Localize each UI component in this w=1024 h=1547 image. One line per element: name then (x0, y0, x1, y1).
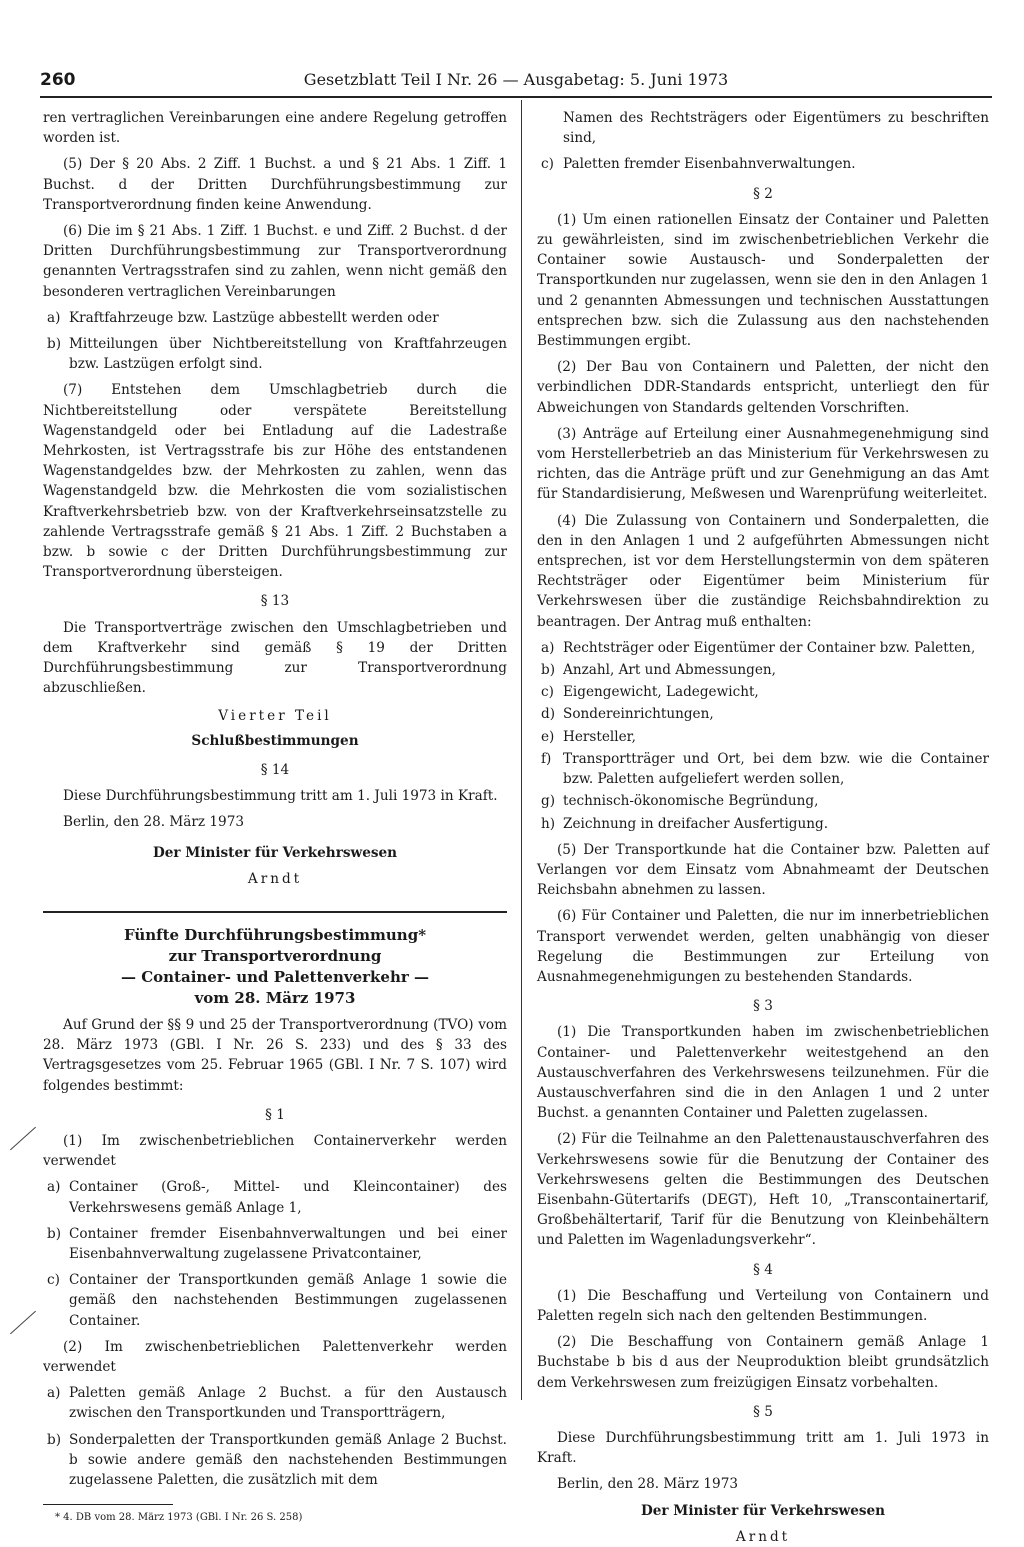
section-2-paragraph-6: (6) Für Container und Paletten, die nur im innerbetrieblichen Transport verwendet werden, gelten unabhängig von dieser Regelung die Bestimmungen zur Erteilung von Ausnahmegenehmigungen zu bestehenden Standards. (537, 908, 989, 985)
minister-title: Der Minister für Verkehrswesen (640, 1502, 886, 1519)
section-heading-14: § 14 (260, 761, 290, 778)
list-item-label: b) (541, 662, 556, 679)
section-heading-4: § 4 (753, 1261, 773, 1278)
list-item-text: Sondereinrichtungen, (563, 706, 714, 723)
list-item (537, 814, 989, 834)
section-2-paragraph-4: (4) Die Zulassung von Containern und Sonderpaletten, die den in den Anlagen 1 und 2 aufgeführten Abmessungen nicht entsprechen, ist vor dem Herstellungstermin von dem späteren Rechtsträger oder Eigentümer beim Ministerium für Verkehrswesen über die zuständige Reichsbahndirektion zu beantragen. Der Antrag muß enthalten: (537, 512, 989, 630)
decree-date: vom 28. März 1973 (194, 988, 356, 1007)
footnote: * 4. DB vom 28. März 1973 (GBl. I Nr. 26 S. 258) (55, 1512, 303, 1524)
list-item-text: technisch-ökonomische Begründung, (563, 793, 819, 810)
list-item (537, 638, 989, 658)
decree-title: Fünfte Durchführungsbestimmung* (123, 925, 427, 944)
minister-title: Der Minister für Verkehrswesen (152, 844, 398, 861)
section-5-text: Diese Durchführungsbestimmung tritt am 1. Juli 1973 in Kraft. (537, 1429, 989, 1467)
list-item-text: Kraftfahrzeuge bzw. Lastzüge abbestellt werden oder (69, 309, 439, 326)
list-item-label: d) (541, 706, 556, 723)
list-item (537, 154, 989, 174)
list-item-text: Paletten fremder Eisenbahnverwaltungen. (563, 156, 856, 173)
preamble: Auf Grund der §§ 9 und 25 der Transportverordnung (TVO) vom 28. März 1973 (GBl. I Nr. 26 S. 233) und des § 33 des Vertragsgesetzes vom 25. Februar 1965 (GBl. I Nr. 7 S. 107) wird folgendes bestimmt: (43, 1016, 507, 1094)
list-item-label: a) (47, 1385, 61, 1402)
list-item (537, 682, 989, 702)
header-rule (40, 96, 992, 98)
paragraph-continuation: ren vertraglichen Vereinbarungen eine andere Regelung getroffen worden ist. (43, 110, 507, 147)
paragraph-7: (7) Entstehen dem Umschlagbetrieb durch die Nichtbereitstellung oder verspätete Bereitstellung Wagenstandgeld oder bei Entladung auf die Ladestraße Mehrkosten, ist Vertragsstrafe bis zur Höhe des entstandenen Wagenstandgeldes bzw. der Mehrkosten zu zahlen, wenn das Wagenstandgeld bzw. die Mehrkosten die vom sozialistischen Kraftverkehrsbetrieb bzw. von der Kraftverkehrseinsatzstelle zu zahlende Vertragsstrafe gemäß § 21 Abs. 1 Ziff. 2 Buchstaben a bzw. b sowie c der Dritten Durchführungsbestimmung zur Transportverordnung übersteigen. (43, 382, 507, 581)
decree-topic: — Container- und Palettenverkehr — (120, 967, 429, 986)
column-divider (521, 100, 522, 1400)
list-item-text: Container der Transportkunden gemäß Anlage 1 sowie die gemäß den nachstehenden Bestimmungen zugelassenen Container. (69, 1272, 507, 1329)
list-item-label: a) (47, 1179, 61, 1196)
page-header (40, 70, 992, 96)
part-title: Schlußbestimmungen (191, 732, 359, 749)
list-item-label: e) (541, 728, 555, 745)
section-heading-13: § 13 (260, 593, 290, 610)
list-item-label: a) (47, 309, 61, 326)
section-heading-5: § 5 (753, 1403, 773, 1420)
paragraph-6: (6) Die im § 21 Abs. 1 Ziff. 1 Buchst. e und Ziff. 2 Buchst. d der Dritten Durchführungsbestimmung zur Transportverordnung genannten Vertragsstrafen sind zu zahlen, wenn nicht gemäß den besonderen vertraglichen Vereinbarungen (43, 223, 507, 300)
margin-pencil-mark (10, 1127, 36, 1150)
list-item-label: f) (541, 750, 552, 767)
list-item-label: b) (47, 1431, 62, 1448)
section-3-paragraph-2: (2) Für die Teilnahme an den Palettenaustauschverfahren des Verkehrswesens sowie für die Benutzung der Container des Verkehrswesens gelten die Bestimmungen des Deutschen Eisenbahn-Gütertarifs (DEGT), Heft 10, „Transcontainertarif, Großbehältertarif, Tarif für die Benutzung von Kleinbehältern und Paletten im Wagenladungsverkehr“. (537, 1131, 989, 1249)
list-item-label: b) (47, 336, 62, 353)
signatory: Arndt (735, 1528, 791, 1545)
section-4-paragraph-2: (2) Die Beschaffung von Containern gemäß Anlage 1 Buchstabe b bis d aus der Neuproduktion bleibt grundsätzlich dem Verkehrswesen zum freizügigen Einsatz vorbehalten. (537, 1334, 989, 1391)
right-column (537, 108, 989, 1545)
list-item-text: Container fremder Eisenbahnverwaltungen und bei einer Eisenbahnverwaltung zugelassene Privatcontainer, (69, 1225, 507, 1262)
list-item (43, 1430, 507, 1491)
section-2-paragraph-5: (5) Der Transportkunde hat die Container bzw. Paletten auf Verlangen vor dem Einsatz vom Abnahmeamt der Deutschen Reichsbahn abnehmen zu lassen. (537, 841, 989, 899)
running-head: Gesetzblatt Teil I Nr. 26 — Ausgabetag: 5. Juni 1973 (303, 70, 729, 89)
list-item-continuation (537, 108, 989, 148)
list-item-label: c) (47, 1272, 60, 1289)
paragraph-5: (5) Der § 20 Abs. 2 Ziff. 1 Buchst. a und § 21 Abs. 1 Ziff. 1 Buchst. d der Dritten Durchführungsbestimmung zur Transportverordnung finden keine Anwendung. (43, 156, 507, 213)
place-date: Berlin, den 28. März 1973 (63, 814, 244, 831)
signatory: Arndt (247, 870, 303, 887)
section-heading-1: § 1 (265, 1106, 285, 1123)
decree-subtitle: zur Transportverordnung (168, 946, 382, 965)
list-item (43, 308, 507, 328)
place-date: Berlin, den 28. März 1973 (557, 1476, 738, 1493)
list-item-text: Mitteilungen über Nichtbereitstellung von Kraftfahrzeugen bzw. Lastzügen erfolgt sind. (69, 336, 507, 373)
list-item-label: g) (541, 793, 556, 810)
list-item (43, 334, 507, 374)
list-item (43, 1383, 507, 1423)
list-item-label: b) (47, 1225, 62, 1242)
left-column (43, 108, 507, 1524)
part-heading: Vierter Teil (218, 708, 332, 725)
list-item (43, 1224, 507, 1264)
section-heading-3: § 3 (753, 998, 773, 1015)
list-item-text: Zeichnung in dreifacher Ausfertigung. (563, 815, 829, 832)
section-2-paragraph-1: (1) Um einen rationellen Einsatz der Container und Paletten zu gewährleisten, sind im zwischenbetrieblichen Verkehr die Container sowie Austausch- und Sonderpaletten der Transportkunden nur zugelassen, wenn sie den in den Anlagen 1 und 2 genannten Abmessungen und technischen Ausstattungen entsprechen bzw. sich die Zulassung aus den nachstehenden Bestimmungen ergibt. (537, 211, 989, 350)
section-1-paragraph-2: (2) Im zwischenbetrieblichen Palettenverkehr werden verwendet (43, 1338, 507, 1375)
list-item-text: Container (Groß-, Mittel- und Kleincontainer) des Verkehrswesens gemäß Anlage 1, (69, 1179, 507, 1216)
list-item-label: c) (541, 156, 554, 173)
section-2-paragraph-3: (3) Anträge auf Erteilung einer Ausnahmegenehmigung sind vom Herstellerbetrieb an das Ministerium für Verkehrswesen zu richten, das die Anträge prüft und zur Genehmigung an das Amt für Standardisierung, Meßwesen und Warenprüfung weiterleitet. (537, 425, 989, 503)
list-item-label: a) (541, 639, 555, 656)
list-item (537, 660, 989, 680)
section-13-text: Die Transportverträge zwischen den Umschlagbetrieben und dem Kraftverkehr sind gemäß § 19 der Dritten Durchführungsbestimmung zur Transportverordnung abzuschließen. (43, 619, 507, 697)
list-item (537, 704, 989, 724)
list-item (537, 727, 989, 747)
section-2-paragraph-2: (2) Der Bau von Containern und Paletten, der nicht den verbindlichen DDR-Standards entspricht, unterliegt den für Abweichungen von Standards geltenden Vorschriften. (537, 359, 989, 416)
list-item-label: c) (541, 684, 554, 701)
margin-pencil-mark (10, 1311, 36, 1334)
section-4-paragraph-1: (1) Die Beschaffung und Verteilung von Containern und Paletten regeln sich nach den geltenden Bestimmungen. (537, 1287, 989, 1324)
list-item (43, 1270, 507, 1331)
section-3-paragraph-1: (1) Die Transportkunden haben im zwischenbetrieblichen Container- und Palettenverkehr weitestgehend an den Austauschverfahren des Verkehrswesens teilzunehmen. Für die Austauschverfahren sind die in den Anlagen 1 und 2 unter Buchst. a genannten Container und Paletten zugelassen. (537, 1024, 989, 1122)
footnote-rule (43, 1504, 173, 1505)
list-item-text: Hersteller, (563, 728, 636, 745)
list-item (43, 1177, 507, 1217)
decree-separator-rule (43, 911, 507, 913)
list-item (537, 791, 989, 811)
list-item-label: h) (541, 815, 556, 832)
list-item-text: Paletten gemäß Anlage 2 Buchst. a für den Austausch zwischen den Transportkunden und Transportträgern, (69, 1385, 507, 1422)
list-item-text: Eigengewicht, Ladegewicht, (563, 684, 759, 701)
list-item-text: Rechtsträger oder Eigentümer der Container bzw. Paletten, (563, 639, 976, 656)
section-heading-2: § 2 (753, 185, 773, 202)
list-item-text: Transportträger und Ort, bei dem bzw. wie die Container bzw. Paletten aufgeliefert werden sollen, (563, 750, 989, 788)
list-item (537, 749, 989, 789)
section-14-text: Diese Durchführungsbestimmung tritt am 1. Juli 1973 in Kraft. (63, 788, 498, 805)
list-item-text: Sonderpaletten der Transportkunden gemäß Anlage 2 Buchst. b sowie andere gemäß den nachstehenden Bestimmungen zugelassene Paletten, die zusätzlich mit dem (69, 1431, 507, 1488)
section-1-paragraph-1: (1) Im zwischenbetrieblichen Containerverkehr werden verwendet (43, 1132, 507, 1170)
page-number: 260 (40, 70, 76, 90)
list-item-text: Namen des Rechtsträgers oder Eigentümers zu beschriften sind, (563, 110, 989, 147)
list-item-text: Anzahl, Art und Abmessungen, (563, 662, 776, 679)
